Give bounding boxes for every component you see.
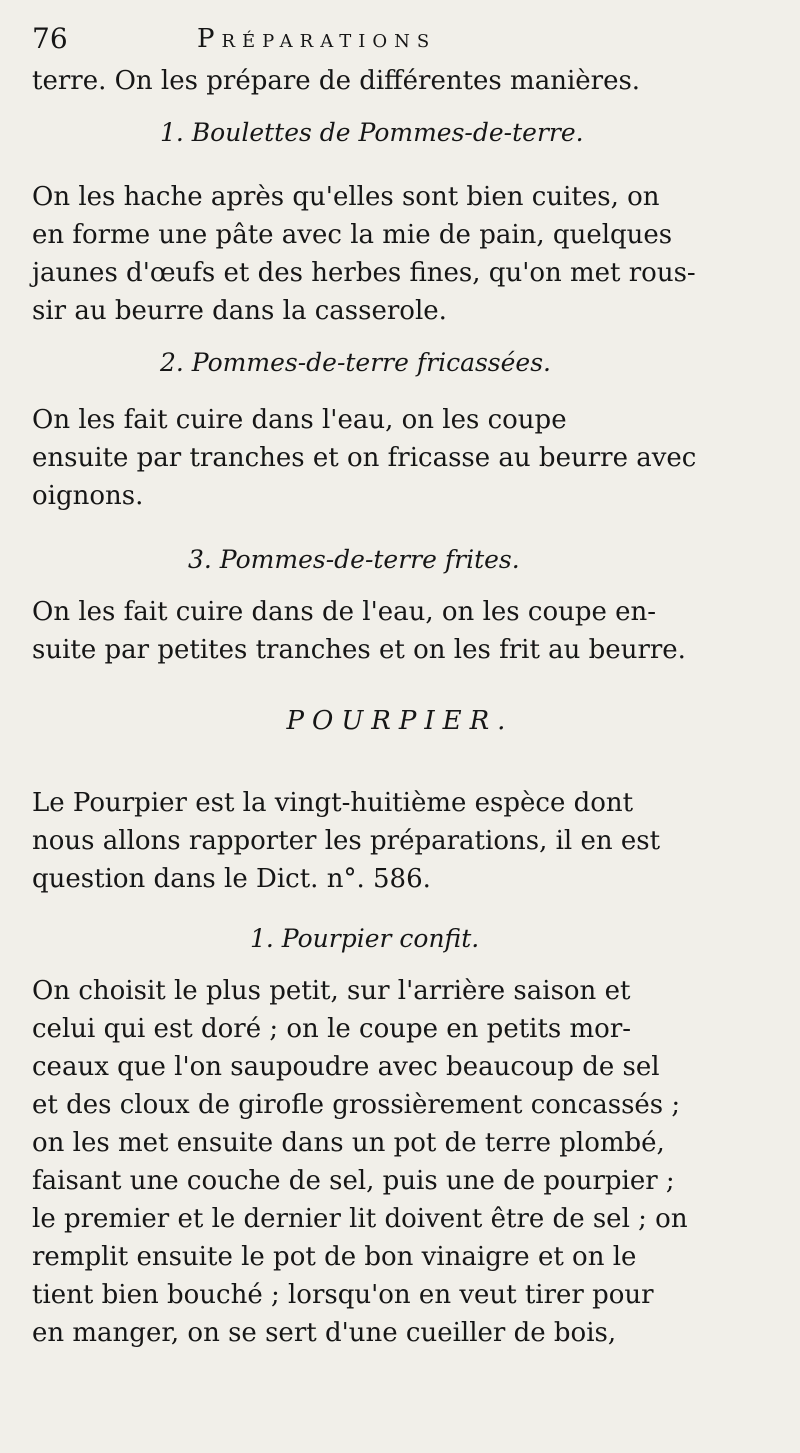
section-heading-frites: 3. Pommes-de-terre frites. [188,545,520,574]
running-title: Préparations [197,24,437,54]
text-line: en forme une pâte avec la mie de pain, quelques [32,220,673,250]
paragraph-frites [32,593,742,669]
section-heading-boulettes: 1. Boulettes de Pommes-de-terre. [160,118,584,147]
paragraph-boulettes [32,178,742,330]
text-line: le premier et le dernier lit doivent être de sel ; on [32,1204,688,1234]
text-line: en manger, on se sert d'une cueiller de bois, [32,1318,617,1348]
text-line: Le Pourpier est la vingt-huitième espèce dont [32,788,634,818]
text-line: On choisit le plus petit, sur l'arrière saison et [32,976,631,1006]
text-line: ceaux que l'on saupoudre avec beaucoup de sel [32,1052,660,1082]
text-line: sir au beurre dans la casserole. [32,296,447,326]
paragraph-pourpier-confit [32,972,742,1352]
text-line: celui qui est doré ; on le coupe en petits mor- [32,1014,632,1044]
page-header [32,22,792,62]
text-line: On les fait cuire dans l'eau, on les coupe [32,405,567,435]
section-heading-fricassees: 2. Pommes-de-terre fricassées. [160,348,552,377]
paragraph-pourpier-intro [32,784,742,898]
text-line: tient bien bouché ; lorsqu'on en veut tirer pour [32,1280,654,1310]
text-line: on les met ensuite dans un pot de terre plombé, [32,1128,665,1158]
text-line: faisant une couche de sel, puis une de pourpier ; [32,1166,675,1196]
paragraph-fricassees [32,401,742,515]
text-line: question dans le Dict. n°. 586. [32,864,431,894]
text-line: nous allons rapporter les préparations, il en est [32,826,661,856]
text-line: On les fait cuire dans de l'eau, on les coupe en- [32,597,657,627]
text-line: On les hache après qu'elles sont bien cuites, on [32,182,660,212]
text-line: remplit ensuite le pot de bon vinaigre et on le [32,1242,637,1272]
page-number: 76 [32,22,68,55]
text-line: jaunes d'œufs et des herbes fines, qu'on met rous- [32,258,696,288]
text-line: et des cloux de girofle grossièrement concassés ; [32,1090,681,1120]
text-line: ensuite par tranches et on fricasse au beurre avec [32,443,697,473]
text-line: oignons. [32,481,144,511]
text-line: terre. On les prépare de différentes manières. [32,66,641,96]
intro-paragraph [32,62,742,100]
text-line: suite par petites tranches et on les frit au beurre. [32,635,686,665]
sub-heading-pourpier-confit: 1. Pourpier confit. [250,924,480,953]
section-title-pourpier: POURPIER. [286,706,514,736]
